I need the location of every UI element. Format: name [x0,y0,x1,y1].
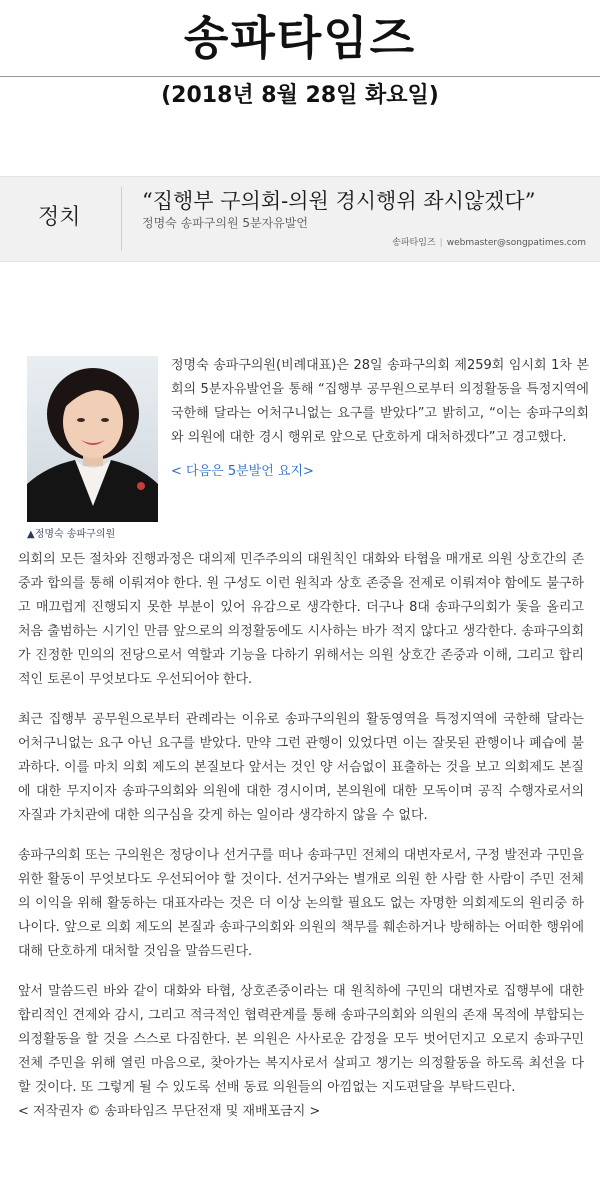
article-header [0,176,600,262]
body-paragraph: 송파구의회 또는 구의원은 정당이나 선거구를 떠나 송파구민 전체의 대변자로서, 구정 발전과 구민을 위한 활동이 무엇보다도 우선되어야 할 것이다. 선거구와는 별개로 의원 한 사람 한 사람이 주민 전체의 이익을 위해 활동하는 대표자라는 것은 더 이상 논의할 필요도 없는 자명한 의회제도의 원리중 하나이다. 앞으로 의회 제도의 본질과 송파구의회와 의원의 책무를 훼손하거나 방해하는 어떠한 행위에 대해 단호하게 대처할 것임을 말씀드린다. [18,848,584,959]
article-title: “집행부 구의회-의원 경시행위 좌시않겠다” [142,189,536,213]
photo-caption: ▲정명숙 송파구의원 [27,529,116,540]
byline-email[interactable]: webmaster@songpatimes.com [446,238,586,248]
body-paragraph: 의회의 모든 절차와 진행과정은 대의제 민주주의의 대원칙인 대화와 타협을 매개로 의원 상호간의 존중과 합의를 통해 이뤄져야 한다. 원 구성도 이런 원칙과 상호 존중을 전제로 이뤄져야 함에도 불구하고 매끄럽게 진행되지 못한 부분이 있어 유감으로 생각한다. 더구나 8대 송파구의회가 돛을 올리고 처음 출범하는 시기인 만큼 앞으로의 의정활동에도 시사하는 바가 적지 않다고 생각한다. 송파구의회가 진정한 민의의 전당으로서 역할과 기능을 다하기 위해서는 의원 상호간 존중과 이해, 그리고 합리적인 토론이 무엇보다도 우선되어야 한다. [18,552,584,687]
issue-date: (2018년 8월 28일 화요일) [161,83,439,108]
byline-source: 송파타임즈 [392,238,436,248]
article-body [18,548,584,1116]
speech-summary-heading: < 다음은 5분발언 요지> [171,464,314,479]
masthead [0,0,600,76]
header-divider [121,187,122,251]
section-label: 정치 [38,205,81,230]
body-paragraph: 앞서 말씀드린 바와 같이 대화와 타협, 상호존중이라는 대 원칙하에 구민의 대변자로 집행부에 대한 합리적인 견제와 감시, 그리고 적극적인 협력관계를 통해 송파구의회와 의원의 존재 목적에 부합되는 의정활동을 할 것을 스스로 다짐한다. 본 의원은 사사로운 감정을 모두 벗어던지고 오로지 송파구민 전체 주민을 위해 열린 마음으로, 찾아가는 복지사로서 살피고 챙기는 의정활동을 하도록 최선을 다할 것이다. 또 그렇게 될 수 있도록 선배 동료 의원들의 아낌없는 지도편달을 부탁드린다. [18,984,584,1095]
masthead-divider [0,76,600,77]
copyright-notice: < 저작권자 © 송파타임즈 무단전재 및 재배포금지 > [18,1104,321,1119]
newspaper-logo[interactable]: 송파타임즈 [183,11,417,65]
body-paragraph: 최근 집행부 공무원으로부터 관례라는 이유로 송파구의원의 활동영역을 특정지역에 국한해 달라는 어처구니없는 요구 아닌 요구를 받았다. 만약 그런 관행이 있었다면 이는 잘못된 관행이나 폐습에 불과하다. 이를 마치 의회 제도의 본질보다 앞서는 것인 양 서슴없이 표출하는 것을 보고 의회제도 본질에 대한 무지이자 송파구의회와 의원에 대한 경시이며, 본의원에 대한 모독이며 공직 수행자로서의 자질과 가치관에 대한 의구심을 갖게 하는 일이라 생각하지 않을 수 없다. [18,712,584,823]
byline-separator: | [439,238,443,248]
portrait-image [27,356,158,522]
article-lead: 정명숙 송파구의원(비례대표)은 28일 송파구의회 제259회 임시회 1차 본회의 5분자유발언을 통해 “집행부 공무원으로부터 의정활동을 특정지역에 국한해 달라는 어처구니없는 요구를 받았다”고 밝히고, “이는 송파구의회와 의원에 대한 경시 행위로 앞으로 단호하게 대처하겠다”고 경고했다. [171,358,589,445]
councilor-photo [27,356,158,522]
article-subtitle: 정명숙 송파구의원 5분자유발언 [142,216,308,230]
byline [392,237,586,249]
